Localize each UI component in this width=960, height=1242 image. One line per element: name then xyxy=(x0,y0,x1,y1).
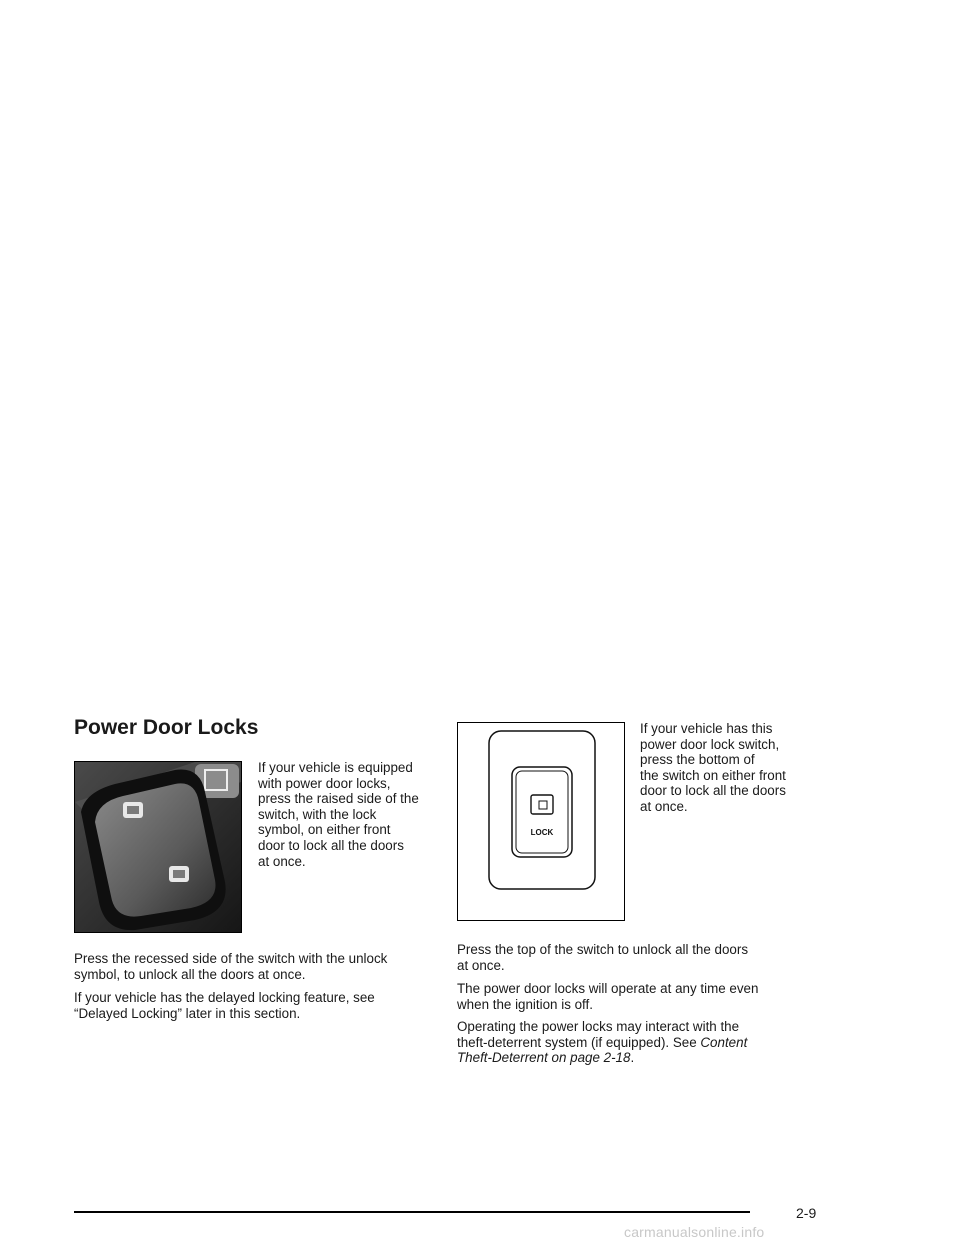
left-intro-text: If your vehicle is equipped with power door locks, press the raised side of the switch, with the lock symbol, on either front door to lock all the doors at once. xyxy=(258,760,419,869)
content-theft-deterrent-link[interactable]: Content xyxy=(700,1034,748,1050)
content-theft-deterrent-link-cont[interactable]: Theft-Deterrent on page 2-18 xyxy=(457,1050,631,1066)
watermark: carmanualsonline.info xyxy=(624,1224,765,1240)
switch-lock-label: LOCK xyxy=(530,828,554,837)
lock-switch-drawing xyxy=(457,722,625,921)
right-paragraph-ignition: The power door locks will operate at any time even when the ignition is off. xyxy=(457,981,759,1012)
footer-rule xyxy=(74,1211,750,1213)
left-paragraph-delayed: If your vehicle has the delayed locking feature, see “Delayed Locking” later in this section. xyxy=(74,990,375,1021)
right-paragraph-unlock: Press the top of the switch to unlock all the doors at once. xyxy=(457,942,749,973)
right-intro-text: If your vehicle has this power door lock switch, press the bottom of the switch on either front door to lock all the doors at once. xyxy=(640,721,786,814)
lock-switch-drawing-icon xyxy=(458,723,624,920)
left-paragraph-unlock: Press the recessed side of the switch with the unlock symbol, to unlock all the doors at once. xyxy=(74,951,388,982)
lock-switch-photo-icon xyxy=(75,762,241,932)
page-title: Power Door Locks xyxy=(74,716,259,739)
power-lock-switch-photo xyxy=(74,761,242,933)
right-paragraph-theft: Operating the power locks may interact with the theft-deterrent system (if equipped). See Content Theft-Deterrent on page 2-18. xyxy=(457,1019,748,1066)
page-number: 2-9 xyxy=(796,1205,817,1221)
